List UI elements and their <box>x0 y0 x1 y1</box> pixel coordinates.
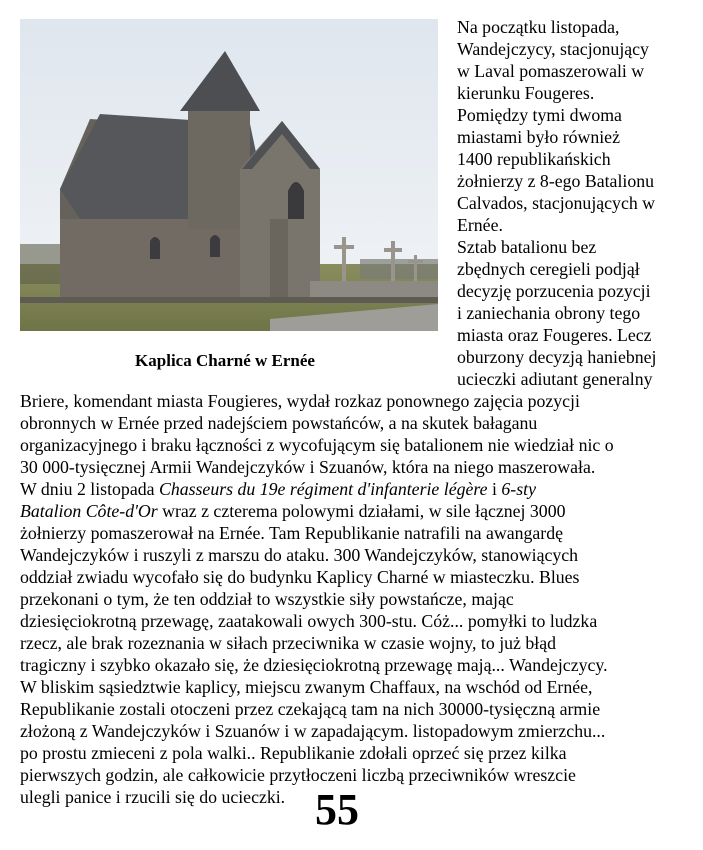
text-segment: obronnych w Ernée przed nadejściem powstańców, a na skutek bałaganu <box>20 413 538 433</box>
italic-text: Chasseurs du 19e régiment d'infanterie légère <box>158 479 488 499</box>
text-segment: decyzję porzucenia pozycji <box>457 281 651 301</box>
text-line <box>20 412 537 434</box>
text-line <box>20 698 600 720</box>
italic-text: 6-sty <box>501 479 536 499</box>
text-line <box>20 676 592 698</box>
text-line <box>20 764 576 786</box>
text-segment: w Laval pomaszerowali w <box>457 61 645 81</box>
text-line <box>20 478 536 500</box>
text-segment: Sztab batalionu bez <box>457 237 597 257</box>
text-line <box>20 544 578 566</box>
chapel-photo <box>20 19 438 331</box>
text-line <box>457 148 611 170</box>
text-line <box>457 104 622 126</box>
photo-caption: Kaplica Charné w Ernée <box>135 351 315 370</box>
text-segment: wraz z czterema polowymi działami, w sile łącznej 3000 <box>157 501 566 521</box>
text-line <box>457 236 596 258</box>
text-segment: tragiczny i szybko okazało się, że dziesięciokrotną przewagę mają... Wandejczycy. <box>20 655 608 675</box>
text-segment: ulegli panice i rzucili się do ucieczki. <box>20 787 286 807</box>
text-line <box>20 434 614 456</box>
text-line <box>457 60 644 82</box>
text-line <box>457 280 651 302</box>
text-segment: miastami było również <box>457 127 620 147</box>
text-segment: po prostu zmieceni z pola walki.. Republikanie zdołali oprzeć się przez kilka <box>20 743 567 763</box>
text-segment: kierunku Fougeres. <box>457 83 595 103</box>
text-segment: Briere, komendant miasta Fougieres, wydał rozkaz ponownego zajęcia pozycji <box>20 391 580 411</box>
text-line <box>457 82 594 104</box>
text-line <box>20 632 556 654</box>
text-line <box>20 500 565 522</box>
text-line <box>457 258 640 280</box>
text-segment: i zaniechania obrony tego <box>457 303 641 323</box>
text-segment: Ernée. <box>457 215 503 235</box>
text-segment: przekonani o tym, że ten oddział to wszystkie siły powstańcze, mając <box>20 589 514 609</box>
text-line <box>20 786 285 808</box>
text-segment: 30 000-tysięcznej Armii Wandejczyków i Szuanów, która na niego maszerowała. <box>20 457 596 477</box>
text-line <box>457 16 619 38</box>
text-line <box>457 346 656 368</box>
text-segment: ucieczki adiutant generalny <box>457 369 653 389</box>
text-segment: W bliskim sąsiedztwie kaplicy, miejscu zwanym Chaffaux, na wschód od Ernée, <box>20 677 593 697</box>
text-line <box>457 170 654 192</box>
text-segment: miasta oraz Fougeres. Lecz <box>457 325 652 345</box>
text-segment: Wandejczyków i ruszyli z marszu do ataku. 300 Wandejczyków, stanowiących <box>20 545 579 565</box>
text-segment: oddział zwiadu wycofało się do budynku Kaplicy Charné w miasteczku. Blues <box>20 567 580 587</box>
text-segment: organizacyjnego i braku łączności z wycofującym się batalionem nie wiedział nic o <box>20 435 614 455</box>
text-line <box>20 456 595 478</box>
text-segment: 1400 republikańskich <box>457 149 611 169</box>
text-segment: zbędnych ceregieli podjął <box>457 259 640 279</box>
text-line <box>20 742 567 764</box>
text-line <box>20 610 597 632</box>
text-line <box>457 38 649 60</box>
text-segment: Calvados, stacjonujących w <box>457 193 656 213</box>
text-line <box>20 390 580 412</box>
text-segment: Na początku listopada, <box>457 17 620 37</box>
text-segment: oburzony decyzją haniebnej <box>457 347 657 367</box>
text-line <box>457 302 640 324</box>
text-segment: W dniu 2 listopada <box>20 479 159 499</box>
text-line <box>20 522 563 544</box>
text-line <box>20 720 605 742</box>
text-segment: dziesięciokrotną przewagę, zaatakowali owych 300-stu. Cóż... pomyłki to ludzka <box>20 611 598 631</box>
italic-text: Batalion Côte-d'Or <box>20 501 158 521</box>
text-segment: rzecz, ale brak rozeznania w siłach przeciwnika w czasie wojny, to już błąd <box>20 633 556 653</box>
text-segment: żołnierzy z 8-ego Batalionu <box>457 171 655 191</box>
text-line <box>457 368 653 390</box>
text-line <box>20 566 579 588</box>
text-line <box>457 192 655 214</box>
text-segment: złożoną z Wandejczyków i Szuanów i w zapadającym. listopadowym zmierzchu... <box>20 721 606 741</box>
text-segment: Wandejczycy, stacjonujący <box>457 39 649 59</box>
page-number: 55 <box>315 785 359 834</box>
text-line <box>20 654 608 676</box>
text-segment: żołnierzy pomaszerował na Ernée. Tam Republikanie natrafili na awangardę <box>20 523 563 543</box>
text-line <box>20 588 514 610</box>
text-segment: Republikanie zostali otoczeni przez czekającą tam na nich 30000-tysięczną armie <box>20 699 601 719</box>
text-segment: pierwszych godzin, ale całkowicie przytłoczeni liczbą przeciwników wreszcie <box>20 765 576 785</box>
text-line <box>457 214 503 236</box>
text-line <box>457 324 652 346</box>
text-line <box>457 126 620 148</box>
text-segment: i <box>487 479 502 499</box>
text-segment: Pomiędzy tymi dwoma <box>457 105 622 125</box>
